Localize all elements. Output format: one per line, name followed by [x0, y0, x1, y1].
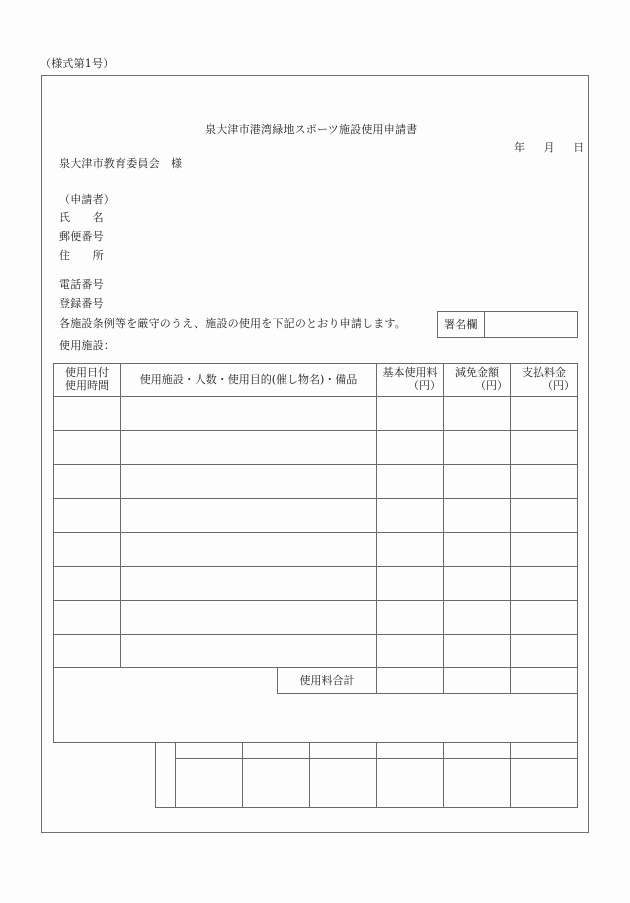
applicant-heading: （申請者）	[59, 193, 115, 206]
date-time-cell[interactable]	[54, 533, 120, 566]
base-fee-cell[interactable]	[377, 465, 443, 498]
date-fields	[514, 141, 584, 154]
date-day-label: 日	[573, 141, 585, 154]
discount-cell[interactable]	[444, 431, 510, 464]
header-payment	[511, 366, 577, 392]
office-header-cell[interactable]	[176, 743, 242, 758]
date-month-label: 月	[543, 141, 555, 154]
base-fee-cell[interactable]	[377, 499, 443, 532]
declaration-text: 各施設条例等を厳守のうえ、施設の使用を下記のとおり申請します。	[59, 317, 406, 330]
header-base-fee-unit: （円）	[408, 379, 441, 392]
registration-number-label: 登録番号	[59, 297, 104, 310]
header-discount	[444, 366, 510, 392]
header-payment-unit: （円）	[542, 379, 575, 392]
name-label: 氏 名	[59, 211, 104, 224]
payment-cell[interactable]	[511, 635, 577, 667]
header-time-label: 使用時間	[65, 379, 109, 392]
details-cell[interactable]	[121, 533, 376, 566]
grid-bottom-line	[155, 807, 578, 808]
office-header-cell[interactable]	[444, 743, 510, 758]
discount-cell[interactable]	[444, 465, 510, 498]
date-year-label: 年	[514, 141, 526, 154]
header-date-label: 使用日付	[65, 366, 109, 379]
total-base-fee-cell[interactable]	[377, 668, 443, 693]
payment-cell[interactable]	[511, 533, 577, 566]
signature-field[interactable]	[485, 312, 577, 337]
phone-label: 電話番号	[59, 278, 104, 291]
discount-cell[interactable]	[444, 567, 510, 600]
office-header-cell[interactable]	[377, 743, 443, 758]
details-cell[interactable]	[121, 499, 376, 532]
base-fee-cell[interactable]	[377, 635, 443, 667]
header-details: 使用施設・人数・使用目的(催し物名)・備品	[139, 373, 358, 386]
base-fee-cell[interactable]	[377, 397, 443, 430]
addressee: 泉大津市教育委員会 様	[59, 157, 183, 170]
payment-cell[interactable]	[511, 601, 577, 634]
details-cell[interactable]	[121, 601, 376, 634]
payment-cell[interactable]	[511, 499, 577, 532]
address-label: 住 所	[59, 249, 104, 262]
grid-column-line	[577, 742, 578, 807]
header-discount-unit: （円）	[475, 379, 508, 392]
office-stamp-cell[interactable]	[310, 759, 376, 807]
base-fee-cell[interactable]	[377, 431, 443, 464]
office-header-cell[interactable]	[511, 743, 577, 758]
base-fee-cell[interactable]	[377, 533, 443, 566]
header-base-fee	[377, 366, 443, 392]
notes-area[interactable]	[54, 694, 577, 742]
base-fee-cell[interactable]	[377, 567, 443, 600]
date-time-cell[interactable]	[54, 567, 120, 600]
postal-code-label: 郵便番号	[59, 230, 104, 243]
form-title: 泉大津市港湾緑地スポーツ施設使用申請書	[205, 123, 418, 136]
base-fee-cell[interactable]	[377, 601, 443, 634]
payment-cell[interactable]	[511, 465, 577, 498]
office-label-cell[interactable]	[156, 743, 175, 807]
date-time-cell[interactable]	[54, 601, 120, 634]
postal-code-field[interactable]	[120, 228, 420, 244]
name-field[interactable]	[120, 209, 420, 225]
date-time-cell[interactable]	[54, 431, 120, 464]
details-cell[interactable]	[121, 465, 376, 498]
discount-cell[interactable]	[444, 601, 510, 634]
facility-field[interactable]	[125, 337, 425, 353]
office-stamp-cell[interactable]	[511, 759, 577, 807]
discount-cell[interactable]	[444, 635, 510, 667]
total-payment-cell[interactable]	[511, 668, 577, 693]
header-base-fee-label: 基本使用料	[382, 366, 438, 379]
date-time-cell[interactable]	[54, 635, 120, 667]
office-stamp-cell[interactable]	[444, 759, 510, 807]
header-date-time	[55, 366, 119, 392]
header-payment-label: 支払料金	[522, 366, 566, 379]
payment-cell[interactable]	[511, 431, 577, 464]
discount-cell[interactable]	[444, 499, 510, 532]
details-cell[interactable]	[121, 635, 376, 667]
total-discount-cell[interactable]	[444, 668, 510, 693]
office-header-cell[interactable]	[310, 743, 376, 758]
form-number: （様式第1号）	[40, 57, 115, 70]
discount-cell[interactable]	[444, 533, 510, 566]
discount-cell[interactable]	[444, 397, 510, 430]
date-time-cell[interactable]	[54, 465, 120, 498]
office-stamp-cell[interactable]	[176, 759, 242, 807]
total-label: 使用料合計	[299, 674, 355, 687]
payment-cell[interactable]	[511, 397, 577, 430]
phone-field[interactable]	[120, 276, 420, 292]
date-time-cell[interactable]	[54, 397, 120, 430]
signature-box	[437, 311, 578, 338]
office-stamp-cell[interactable]	[377, 759, 443, 807]
details-cell[interactable]	[121, 431, 376, 464]
details-cell[interactable]	[121, 567, 376, 600]
office-header-cell[interactable]	[243, 743, 309, 758]
header-discount-label: 減免金額	[455, 366, 499, 379]
signature-label: 署名欄	[444, 318, 478, 331]
details-cell[interactable]	[121, 397, 376, 430]
date-time-cell[interactable]	[54, 499, 120, 532]
facility-label: 使用施設：	[59, 339, 115, 352]
payment-cell[interactable]	[511, 567, 577, 600]
office-stamp-cell[interactable]	[243, 759, 309, 807]
registration-number-field[interactable]	[120, 295, 420, 311]
address-field[interactable]	[120, 247, 520, 263]
